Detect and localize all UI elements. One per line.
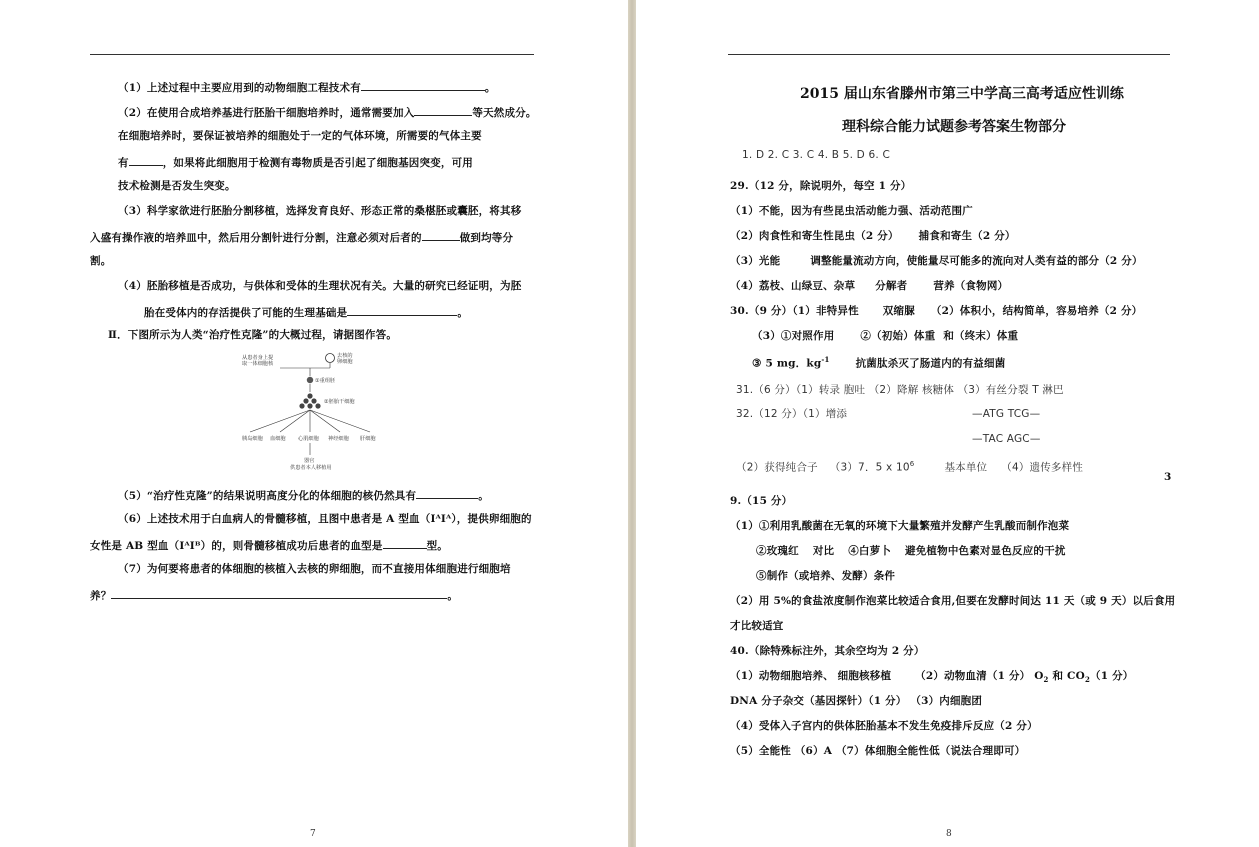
therapeutic-cloning-diagram [240, 348, 390, 476]
stem-cell-cluster-icon [299, 393, 320, 408]
question-4-line-1 [118, 279, 521, 293]
q39-answer-1: （1）①利用乳酸菌在无氧的环境下大量繁殖并发酵产生乳酸而制作泡菜 [730, 520, 1070, 532]
question-text: 。 [447, 590, 459, 602]
q29-answer-4 [730, 279, 1008, 293]
answer-text: ②玫瑰红 [756, 545, 799, 557]
question-text: （7）为何要将患者的体细胞的核植入去核的卵细胞，而不直接用体细胞进行细胞培 [118, 563, 511, 575]
answer-text: （3）光能 [730, 255, 781, 267]
diagram-source-right-2: 卵细胞 [337, 359, 353, 365]
question-text: Ⅱ．下图所示为人类“治疗性克隆”的大概过程，请据图作答。 [108, 329, 398, 341]
question-2-line-3 [118, 154, 473, 170]
answer-key-subtitle: 理科综合能力试题参考答案生物部分 [842, 119, 1066, 135]
q39-answer-2 [756, 544, 1066, 558]
answer-text: （4）遗传多样性 [1001, 461, 1084, 474]
exponent: -1 [821, 355, 830, 364]
q32-answer-1: 32.（12 分）（1）增添 [736, 408, 848, 420]
recombinant-embryo-icon [307, 377, 313, 383]
question-text: 做到均等分 [459, 232, 514, 244]
question-1 [118, 79, 496, 95]
question-6-line-2 [90, 537, 448, 553]
answer-blank [416, 487, 478, 499]
diagram-organ: 器官 [304, 458, 315, 464]
question-text: （1）上述过程中主要应用到的动物细胞工程技术有 [118, 82, 361, 94]
answer-text: ③ 5 mg．kg [752, 357, 822, 370]
question-3-line-2 [90, 229, 513, 245]
exponent: 6 [909, 460, 915, 468]
answer-text: （2）动物血清（1 分） O [915, 670, 1044, 682]
question-7-line-2 [90, 587, 458, 603]
answer-text: （2）获得纯合子 [736, 461, 818, 474]
question-text: 技术检测是否发生突变。 [118, 180, 236, 192]
answer-text: 避免植物中色素对显色反应的干扰 [905, 545, 1066, 557]
q30-answer-3-dose [752, 353, 1005, 371]
answer-blank [111, 587, 447, 599]
question-text: （5）“治疗性克隆”的结果说明高度分化的体细胞的核仍然具有 [118, 490, 417, 502]
answer-blank [422, 229, 460, 241]
multiple-choice-answers: 1. D 2. C 3. C 4. B 5. D 6. C [742, 149, 890, 161]
book-gutter [628, 0, 636, 847]
q30-answer-1 [730, 304, 1142, 318]
answer-text: 对比 [812, 545, 835, 557]
subscript-2: 2 [1084, 675, 1091, 685]
question-text: （3）科学家欲进行胚胎分割移植，选择发育良好、形态正常的桑椹胚或囊胚，将其移 [118, 205, 522, 217]
question-text: 养？ [90, 590, 112, 602]
dna-sequence-bottom: —TAC AGC— [972, 433, 1041, 445]
question-text: （2）在使用合成培养基进行胚胎干细胞培养时，通常需要加入 [118, 107, 415, 119]
question-text: 胎在受体内的存活提供了可能的生理基础是 [144, 307, 348, 319]
side-number: 3 [1164, 471, 1172, 483]
diagram-cell-3: 心肌细胞 [298, 436, 319, 442]
answer-text: （2）体积小，结构简单，容易培养（2 分） [930, 305, 1143, 317]
answer-key-title: 2015 届山东省滕州市第三中学高三高考适应性训练 [800, 86, 1124, 102]
diagram-source-right: 去核的 [337, 353, 353, 359]
left-page [0, 0, 628, 847]
question-text: 割。 [90, 255, 112, 267]
q39-answer-4: （2）用 5%的食盐浓度制作泡菜比较适合食用,但要在发酵时间达 11 天（或 9 天）以后食用 [730, 595, 1176, 607]
question-4-line-2 [144, 304, 468, 320]
question-text: ，如果将此细胞用于检测有毒物质是否引起了细胞基因突变，可用 [162, 157, 474, 169]
q32-answers-2-4 [736, 457, 1083, 475]
diagram-cell-1: 胰岛细胞 [242, 436, 263, 442]
diagram-source-left: 从患者身上提 [242, 355, 274, 361]
diagram-step-1: ①重组胚 [315, 378, 336, 384]
q39-answer-3: ⑤制作（或培养、发酵）条件 [756, 570, 896, 582]
diagram-cell-4: 神经细胞 [328, 436, 349, 442]
q40-answer-3: （4）受体入子宫内的供体胚胎基本不发生免疫排斥反应（2 分） [730, 720, 1038, 732]
question-text: 。 [478, 490, 489, 502]
question-6-line-1 [118, 512, 532, 526]
q39-answer-5: 才比较适宜 [730, 620, 784, 632]
question-2-line-1 [118, 104, 537, 120]
page-number: 8 [946, 829, 952, 839]
q30-answer-3 [752, 329, 1018, 343]
q39-heading: 9.（15 分） [730, 495, 793, 507]
question-text: （6）上述技术用于白血病人的骨髓移植，且图中患者是 A 型血（IᴬIᴬ），提供卵细胞的 [118, 513, 532, 525]
answer-text: 调整能量流动方向，使能量尽可能多的流向对人类有益的部分（2 分） [810, 255, 1143, 267]
header-rule [728, 54, 1170, 55]
answer-text: 捕食和寄生（2 分） [918, 230, 1016, 242]
answer-text: （1）动物细胞培养、 细胞核移植 [730, 670, 892, 682]
answer-text: 抗菌肽杀灭了肠道内的有益细菌 [855, 357, 1006, 370]
diagram-cell-2: 血细胞 [270, 436, 286, 442]
q31-answers: 31.（6 分）（1）转录 胞吐 （2）降解 核糖体 （3）有丝分裂 T 淋巴 [736, 384, 1064, 396]
q40-answer-4: （5）全能性 （6）A （7）体细胞全能性低（说法合理即可） [730, 745, 1026, 757]
answer-text: 双缩脲 [882, 305, 915, 317]
answer-blank [414, 104, 472, 116]
question-5 [118, 487, 489, 503]
diagram-cell-5: 肝细胞 [360, 436, 376, 442]
answer-blank [129, 154, 163, 166]
answer-text: 和 CO [1048, 670, 1085, 682]
q29-answer-1: （1）不能，因为有些昆虫活动能力强、活动范围广 [730, 205, 973, 217]
question-text: （4）胚胎移植是否成功，与供体和受体的生理状况有关。大量的研究已经证明，为胚 [118, 280, 522, 292]
question-2-line-4 [118, 179, 236, 193]
answer-text: （3）7．5 x 10 [829, 461, 910, 474]
answer-blank [383, 537, 427, 549]
diagram-organ-note: 供患者本人移植用 [290, 465, 332, 471]
answer-text: 基本单位 [944, 461, 988, 474]
question-2-line-2 [118, 129, 482, 143]
question-3-line-3 [90, 254, 111, 268]
question-text: 型。 [426, 540, 448, 552]
answer-text: ④白萝卜 [848, 545, 892, 557]
answer-text: 分解者 [875, 280, 908, 292]
answer-text: （1 分） [1090, 670, 1134, 682]
question-text: 女性是 AB 型血（IᴬIᴮ）的，则骨髓移植成功后患者的血型是 [90, 540, 383, 552]
answer-text: 营养（食物网） [933, 280, 1009, 292]
header-rule [90, 54, 534, 55]
answer-text: （4）荔枝、山绿豆、杂草 [730, 280, 856, 292]
question-text: 。 [457, 307, 469, 319]
dna-sequence-top: —ATG TCG— [972, 408, 1041, 420]
question-text: 入盛有操作液的培养皿中，然后用分割针进行分割，注意必须对后者的 [90, 232, 422, 244]
answer-text: ②（初始）体重 [860, 330, 936, 342]
question-3-line-1 [118, 204, 521, 218]
question-text: 有 [118, 157, 129, 169]
answer-blank [347, 304, 457, 316]
diagram-source-left-2: 取一体细胞核 [242, 361, 274, 367]
subscript-2: 2 [1043, 675, 1049, 685]
right-page [636, 0, 1259, 847]
answer-text: （3）①对照作用 [752, 330, 835, 342]
egg-cell-icon [326, 354, 335, 363]
q40-answer-1 [730, 669, 1134, 687]
question-text: 等天然成分。 [472, 107, 537, 119]
answer-blank [361, 79, 485, 91]
q29-answer-2 [730, 229, 1016, 243]
q40-heading: 40.（除特殊标注外，其余空均为 2 分） [730, 645, 925, 657]
answer-text: 30.（9 分）（1）非特异性 [730, 305, 859, 317]
question-7-line-1 [118, 562, 511, 576]
answer-text: 和（终末）体重 [943, 330, 1019, 342]
period: 。 [484, 82, 496, 94]
page-number: 7 [310, 829, 316, 839]
q40-answer-2: DNA 分子杂交（基因探针）（1 分） （3）内细胞团 [730, 695, 983, 707]
question-text: 在细胞培养时，要保证被培养的细胞处于一定的气体环境，所需要的气体主要 [118, 130, 482, 142]
q29-answer-3 [730, 254, 1143, 268]
diagram-step-2: ②胚胎干细胞 [324, 399, 355, 405]
answer-text: （2）肉食性和寄生性昆虫（2 分） [730, 230, 899, 242]
section-ii-heading [108, 328, 397, 342]
q29-heading: 29.（12 分，除说明外，每空 1 分） [730, 180, 912, 192]
